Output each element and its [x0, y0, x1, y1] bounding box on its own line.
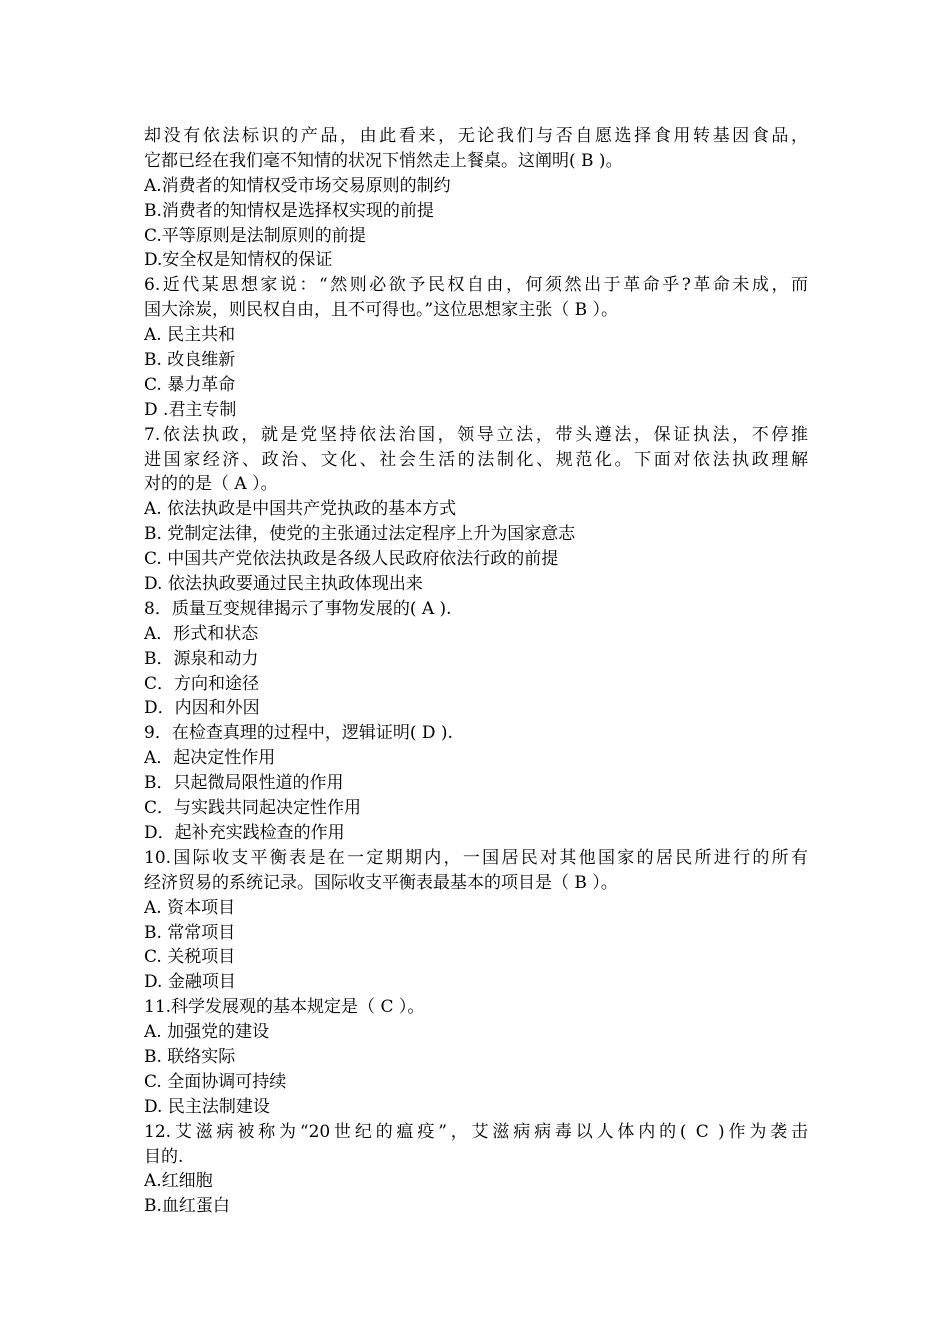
- text-line: C．与实践共同起决定性作用: [144, 798, 362, 819]
- text-line: 12.艾滋病被称为“20世纪的瘟疫”，艾滋病病毒以人体内的( C )作为袭击: [144, 1121, 808, 1142]
- text-line: 11.科学发展观的基本规定是（ C ）。: [144, 997, 425, 1018]
- text-line: D .君主专制: [144, 399, 237, 420]
- text-line: 10.国际收支平衡表是在一定期期内，一国居民对其他国家的居民所进行的所有: [144, 847, 808, 868]
- text-line: 进国家经济、政治、文化、社会生活的法制化、规范化。下面对依法执政理解: [144, 449, 808, 470]
- text-line: C. 中国共产党依法执政是各级人民政府依法行政的前提: [144, 549, 559, 570]
- text-line: 却没有依法标识的产品，由此看来，无论我们与否自愿选择食用转基因食品，: [144, 126, 808, 146]
- text-line: 国大涂炭，则民权自由，且不可得也。”这位思想家主张（ B ）。: [144, 300, 618, 321]
- text-line: 6.近代某思想家说：“然则必欲予民权自由，何须然出于革命乎?革命未成，而: [144, 275, 808, 296]
- text-line: B．源泉和动力: [144, 648, 259, 669]
- text-line: D.安全权是知情权的保证: [144, 250, 333, 271]
- text-line: D. 依法执政要通过民主执政体现出来: [144, 574, 423, 595]
- text-line: A. 加强党的建设: [144, 1022, 270, 1043]
- text-line: C. 全面协调可持续: [144, 1071, 287, 1092]
- text-line: C. 关税项目: [144, 947, 236, 968]
- text-line: D．内因和外因: [144, 698, 260, 719]
- text-line: B. 联络实际: [144, 1046, 236, 1067]
- text-line: A．起决定性作用: [144, 748, 276, 769]
- text-line: B.血红蛋白: [144, 1196, 230, 1217]
- text-line: C．方向和途径: [144, 673, 260, 694]
- text-line: B. 党制定法律，使党的主张通过法定程序上升为国家意志: [144, 524, 576, 545]
- text-line: 经济贸易的系统记录。国际收支平衡表最基本的项目是（ B ）。: [144, 872, 618, 893]
- text-line: A.红细胞: [144, 1171, 213, 1192]
- text-line: C. 暴力革命: [144, 374, 236, 395]
- text-line: A．形式和状态: [144, 623, 259, 644]
- text-line: C.平等原则是法制原则的前提: [144, 225, 366, 246]
- text-line: 对的的是（ A ）。: [144, 474, 278, 495]
- text-line: 目的.: [144, 1146, 184, 1167]
- text-line: A. 依法执政是中国共产党执政的基本方式: [144, 499, 457, 520]
- text-line: 9．在检查真理的过程中，逻辑证明( D ).: [144, 723, 453, 744]
- text-line: 7.依法执政，就是党坚持依法治国，领导立法，带头遵法，保证执法，不停推: [144, 424, 808, 445]
- text-line: 8．质量互变规律揭示了事物发展的( A ).: [144, 598, 452, 619]
- text-line: A. 民主共和: [144, 325, 236, 346]
- text-line: B．只起微局限性道的作用: [144, 773, 344, 794]
- text-line: D. 民主法制建设: [144, 1096, 270, 1117]
- text-line: 它都已经在我们毫不知情的状况下悄然走上餐桌。这阐明( B )。: [144, 150, 623, 171]
- text-line: A. 资本项目: [144, 897, 236, 918]
- text-line: D. 金融项目: [144, 972, 236, 993]
- text-line: B.消费者的知情权是选择权实现的前提: [144, 200, 434, 221]
- text-line: D．起补充实践检查的作用: [144, 822, 345, 843]
- text-line: B. 改良维新: [144, 350, 236, 371]
- text-line: A.消费者的知情权受市场交易原则的制约: [144, 175, 451, 196]
- text-line: B. 常常项目: [144, 922, 236, 943]
- document-body: [144, 124, 808, 1219]
